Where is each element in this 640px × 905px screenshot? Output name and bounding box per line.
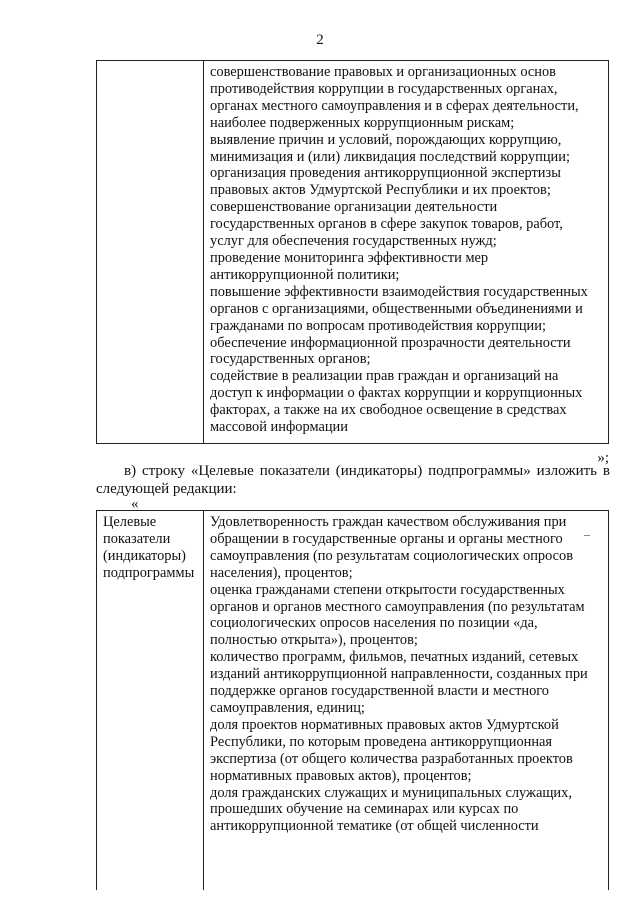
table-row	[97, 511, 609, 891]
text-line: совершенствование правовых и организационных основ	[210, 64, 556, 80]
text-line: массовой информации	[210, 419, 348, 436]
target-indicators-table	[96, 510, 609, 890]
text-line: экспертиза (от общего количества разработанных проектов	[210, 750, 573, 767]
text-line: самоуправления (по результатам социологических опросов	[210, 547, 574, 564]
text-line: антикоррупционной тематике (от общей численности	[210, 818, 539, 835]
amendment-paragraph	[96, 463, 610, 498]
text-line: доля гражданских служащих и муниципальных служащих,	[210, 784, 572, 801]
text-line: доступ к информации о фактах коррупции и коррупционных	[210, 385, 583, 402]
text-line: органов и органов местного самоуправления (по результатам	[210, 598, 585, 615]
text-line: факторах, а также на их свободное освещение в средствах	[210, 402, 567, 419]
text-line: доля проектов нормативных правовых актов Удмуртской	[210, 716, 559, 733]
text-line: количество программ, фильмов, печатных изданий, сетевых	[210, 649, 579, 666]
text-line: проведение мониторинга эффективности мер	[210, 249, 489, 266]
text-line: органах местного самоуправления и в сферах деятельности,	[210, 97, 579, 114]
table-cell-label	[97, 61, 204, 444]
text-line: подпрограммы	[103, 564, 195, 581]
text-line: полностью открыта»), процентов;	[210, 632, 418, 649]
text-line: самоуправления, единиц;	[210, 699, 365, 716]
text-line: населения), процентов;	[210, 564, 353, 581]
text-line: минимизация и (или) ликвидация последствий коррупции;	[210, 148, 570, 165]
text-line: наиболее подверженных коррупционным рискам;	[210, 114, 515, 131]
text-line: совершенствование организации деятельности	[210, 199, 498, 216]
text-line: оценка гражданами степени открытости государственных	[210, 581, 565, 598]
text-line: обращении в государственные органы и органы местного	[210, 530, 563, 547]
text-line: гражданами по вопросам противодействия коррупции;	[210, 317, 546, 334]
closing-quote: »;	[597, 450, 609, 466]
text-line: выявление причин и условий, порождающих коррупцию,	[210, 131, 562, 148]
text-line: прошедших обучение на семинарах или курсах по	[210, 801, 519, 818]
text-line: повышение эффективности взаимодействия государственных	[210, 283, 588, 300]
text-line: антикоррупционной политики;	[210, 266, 400, 283]
paragraph-line: следующей редакции:	[96, 480, 237, 497]
text-line: услуг для обеспечения государственных нужд;	[210, 233, 497, 250]
text-line: организация проведения антикоррупционной экспертизы	[210, 165, 561, 182]
text-line: (индикаторы)	[103, 547, 186, 564]
text-line: Республики, по которым проведена антикоррупционная	[210, 733, 553, 750]
table-cell-content	[204, 511, 609, 891]
text-line: правовых актов Удмуртской Республики и их проектов;	[210, 182, 551, 199]
text-line: обеспечение информационной прозрачности деятельности	[210, 334, 571, 351]
text-line: социологических опросов населения по позиции «да,	[210, 615, 538, 632]
text-line: нормативных правовых актов), процентов;	[210, 767, 472, 784]
text-line: органов с организациями, общественными объединениями и	[210, 300, 583, 317]
table-row	[97, 61, 609, 444]
subprogram-tasks-table	[96, 60, 609, 444]
opening-quote: «	[131, 496, 139, 512]
text-line: государственных органов;	[210, 351, 371, 368]
page-number: 2	[316, 32, 324, 48]
text-line: государственных органов в сфере закупок товаров, работ,	[210, 216, 563, 233]
table-cell-label	[97, 511, 204, 891]
text-line: Удовлетворенность граждан качеством обслуживания при	[210, 514, 567, 530]
text-line: изданий антикоррупционной направленности, созданных при	[210, 666, 588, 683]
text-line: Целевые	[103, 514, 157, 530]
text-line: противодействия коррупции в государственных органах,	[210, 80, 558, 97]
paragraph-line: в) строку «Целевые показатели (индикаторы) подпрограммы» изложить в	[124, 463, 610, 479]
text-line: содействие в реализации прав граждан и организаций на	[210, 368, 559, 385]
text-line: поддержке органов государственной власти и местного	[210, 683, 550, 700]
text-line: показатели	[103, 530, 171, 547]
table-cell-content	[204, 61, 609, 444]
